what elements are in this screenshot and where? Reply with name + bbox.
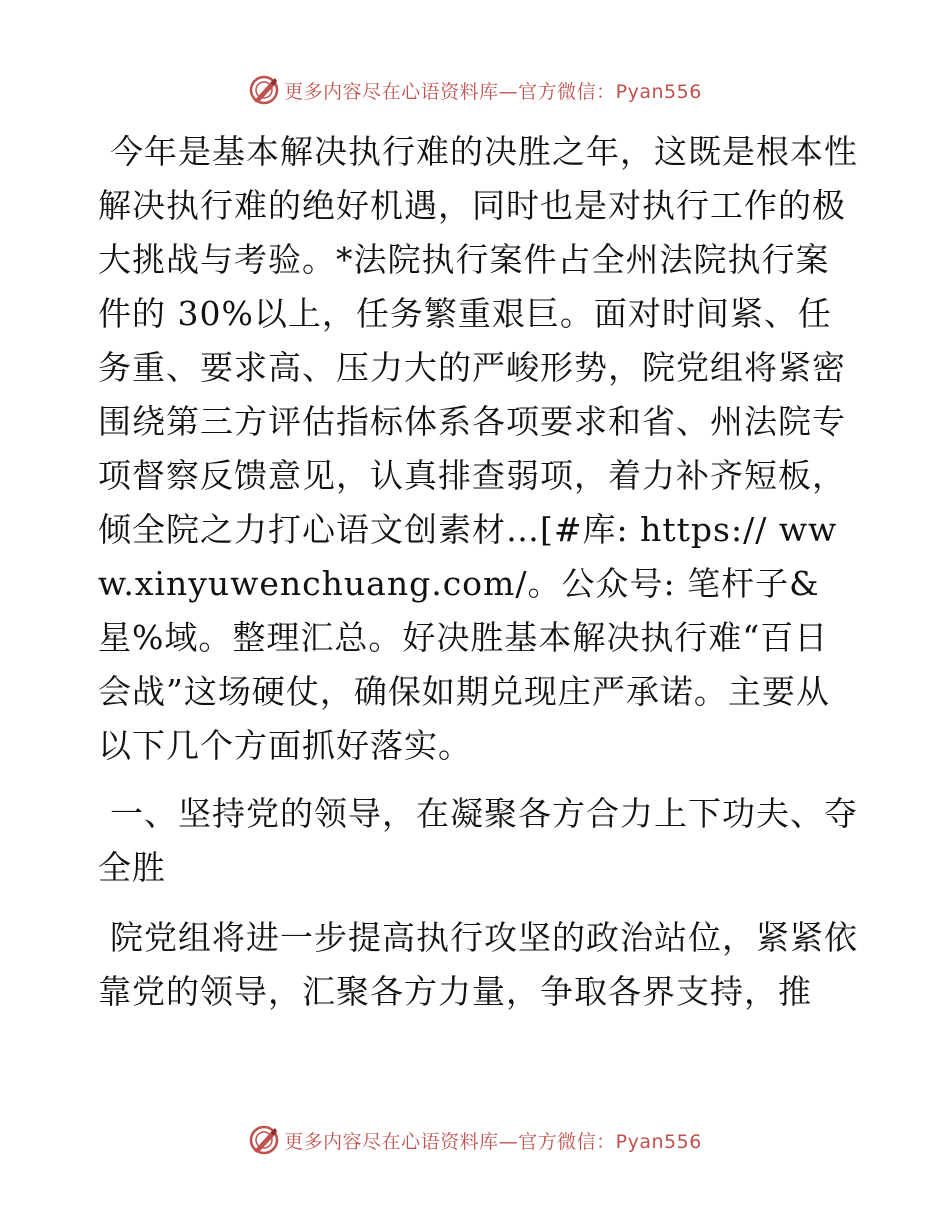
document-body bbox=[98, 125, 858, 1033]
section-heading-1: 一、坚持党的领导，在凝聚各方合力上下功夫、夺全胜 bbox=[98, 794, 858, 887]
footer-banner-text: 更多内容尽在心语资料库—官方微信：Pyan556 bbox=[284, 1130, 702, 1153]
footer-banner bbox=[0, 1120, 950, 1160]
header-banner bbox=[0, 70, 950, 110]
header-banner-text: 更多内容尽在心语资料库—官方微信：Pyan556 bbox=[284, 80, 702, 103]
paragraph-intro: 今年是基本解决执行难的决胜之年，这既是根本性解决执行难的绝好机遇，同时也是对执行工作的极大挑战与考验。*法院执行案件占全州法院执行案件的 30%以上，任务繁重艰巨。面对时间紧、任务重、要求高、压力大的严峻形势，院党组将紧密围绕第三方评估指标体系各项要求和省、州法院专项督察反馈意见，认真排查弱项，着力补齐短板，倾全院之力打心语文创素材…[#库: https:// www.xinyuwenchuang.com/。公众号: 笔杆子&星%域。整理汇总。好决胜基本解决执行难“百日会战”这场硬仗，确保如期兑现庄严承诺。主要从以下几个方面抓好落实。 bbox=[98, 132, 858, 765]
pen-seal-logo-icon bbox=[248, 74, 280, 106]
pen-seal-logo-icon bbox=[248, 1124, 280, 1156]
paragraph-section-1: 院党组将进一步提高执行攻坚的政治站位，紧紧依靠党的领导，汇聚各方力量，争取各界支持，推 bbox=[98, 918, 858, 1011]
